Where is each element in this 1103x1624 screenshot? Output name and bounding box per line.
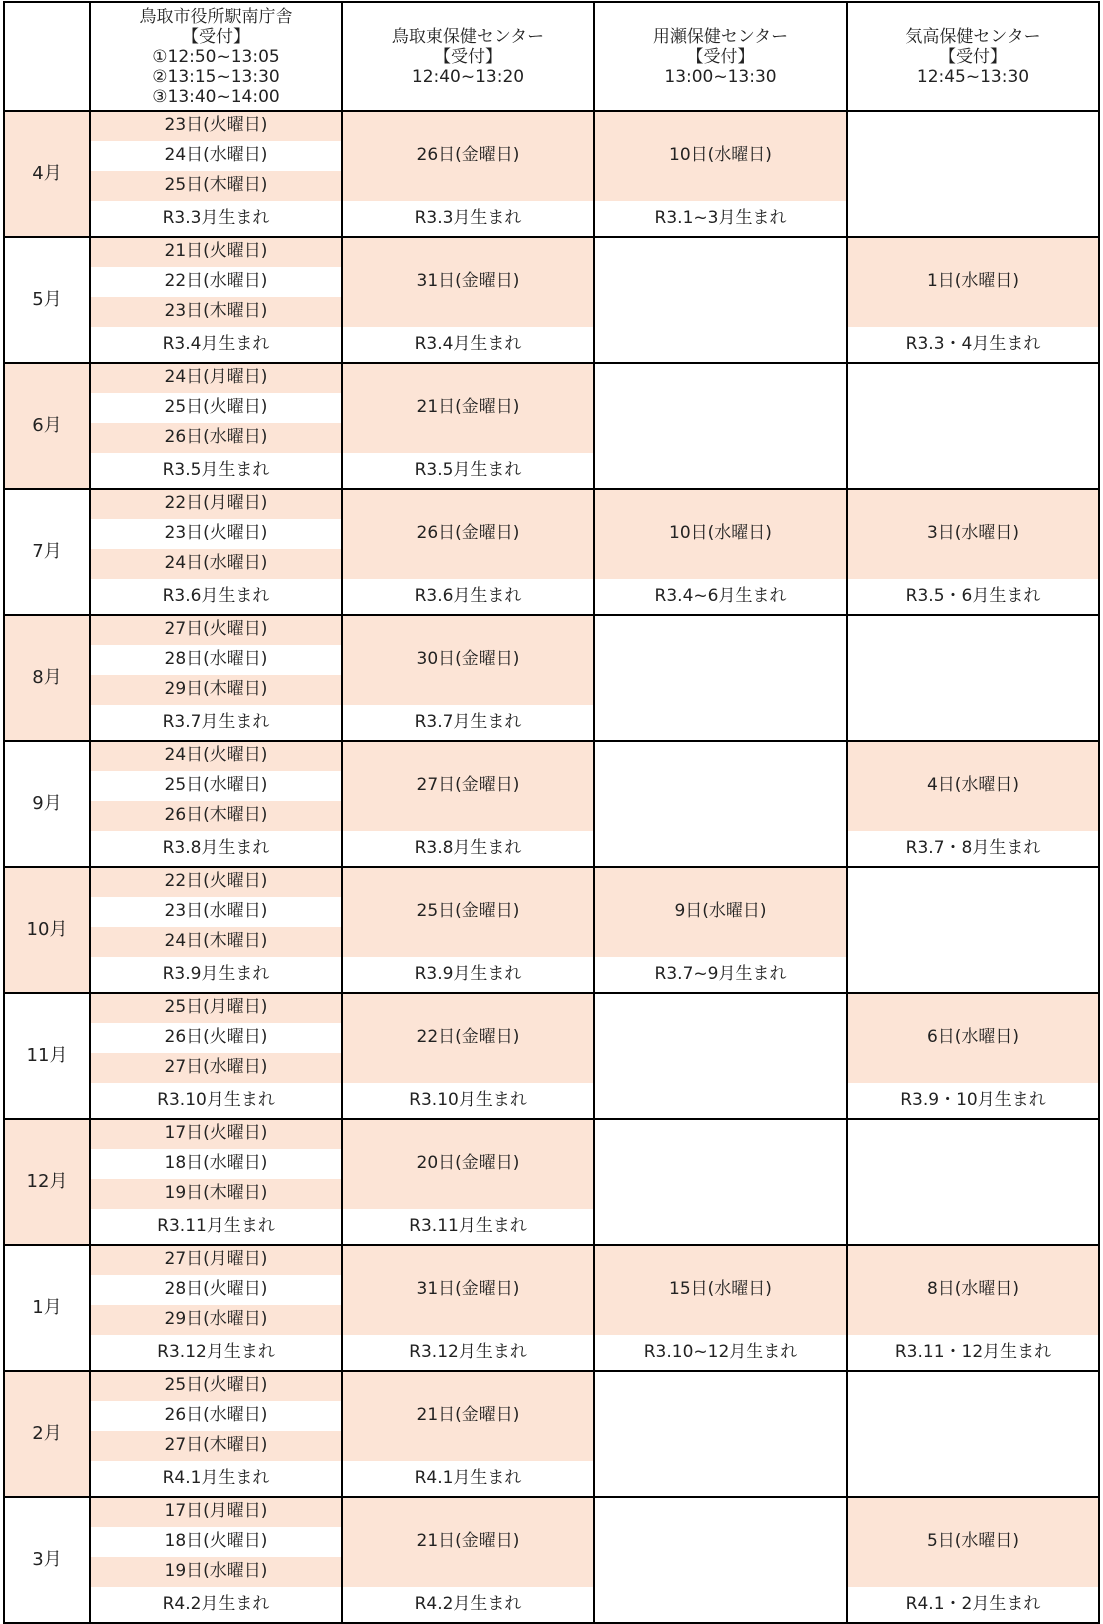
higashi-date-cell: 30日(金曜日): [342, 615, 594, 705]
ketaka-empty-cell: [847, 111, 1099, 237]
grid-line-horizontal: [3, 236, 1100, 238]
month-cell: 3月: [32, 1548, 62, 1570]
higashi-date-cell: 31日(金曜日): [342, 1245, 594, 1335]
station-day-cell: 26日(水曜日): [90, 423, 342, 453]
higashi-date-cell: 27日(金曜日): [342, 741, 594, 831]
higashi-date-cell: 22日(金曜日): [342, 993, 594, 1083]
station-day-cell: 19日(木曜日): [90, 1179, 342, 1209]
station-day-cell: 29日(水曜日): [90, 1305, 342, 1335]
header-ketaka-line: 12:45~13:30: [916, 66, 1030, 87]
month-cell: 9月: [32, 792, 62, 814]
station-day-cell: 26日(木曜日): [90, 801, 342, 831]
station-day-cell: 26日(水曜日): [164, 1405, 268, 1426]
station-birth-cell: R4.2月生まれ: [162, 1594, 270, 1615]
grid-line-horizontal: [3, 110, 1100, 112]
station-day-cell: 24日(木曜日): [90, 927, 342, 957]
month-cell: 12月: [4, 1119, 90, 1245]
grid-line-horizontal: [3, 614, 1100, 616]
station-day-cell: 25日(月曜日): [90, 993, 342, 1023]
station-day-cell: 27日(火曜日): [90, 615, 342, 645]
station-birth-cell: R3.9月生まれ: [162, 964, 270, 985]
mochigase-date-cell: 10日(水曜日): [594, 111, 847, 201]
ketaka-birth-cell: R3.7・8月生まれ: [905, 838, 1041, 859]
higashi-birth-cell: R4.1月生まれ: [414, 1468, 522, 1489]
grid-line-horizontal: [3, 1118, 1100, 1120]
station-day-cell: 17日(月曜日): [90, 1497, 342, 1527]
mochigase-birth-cell: R3.1~3月生まれ: [654, 208, 787, 229]
header-mochigase-line: 13:00~13:30: [664, 66, 777, 87]
ketaka-date-cell: 8日(水曜日): [847, 1245, 1099, 1335]
higashi-birth-cell: R3.8月生まれ: [414, 838, 522, 859]
header-tottori-higashi-line: 【受付】: [434, 46, 502, 67]
ketaka-empty-cell: [847, 363, 1099, 489]
station-birth-cell: R3.11月生まれ: [157, 1216, 275, 1237]
station-day-cell: 17日(火曜日): [90, 1119, 342, 1149]
grid-line-horizontal: [3, 866, 1100, 868]
station-day-cell: 23日(火曜日): [164, 523, 268, 544]
station-day-cell: 27日(水曜日): [90, 1053, 342, 1083]
mochigase-date-cell: 9日(水曜日): [594, 867, 847, 957]
ketaka-birth-cell: R3.11・12月生まれ: [894, 1342, 1052, 1363]
station-day-cell: 22日(月曜日): [90, 489, 342, 519]
station-day-cell: 24日(火曜日): [90, 741, 342, 771]
ketaka-birth-cell: R3.9・10月生まれ: [900, 1090, 1046, 1111]
grid-line-horizontal: [3, 1370, 1100, 1372]
grid-line-vertical: [3, 2, 5, 1623]
station-day-cell: 25日(木曜日): [90, 171, 342, 201]
station-day-cell: 26日(火曜日): [164, 1027, 268, 1048]
station-birth-cell: R3.4月生まれ: [162, 334, 270, 355]
mochigase-empty-cell: [594, 1371, 847, 1497]
grid-line-horizontal: [3, 740, 1100, 742]
station-birth-cell: R4.1月生まれ: [162, 1468, 270, 1489]
header-station-south-line: ③13:40~14:00: [152, 86, 280, 107]
header-ketaka-line: 気高保健センター: [905, 26, 1041, 47]
station-day-cell: 25日(火曜日): [90, 1371, 342, 1401]
station-day-cell: 25日(火曜日): [164, 397, 268, 418]
mochigase-date-cell: 10日(水曜日): [594, 489, 847, 579]
header-ketaka: [847, 2, 1099, 111]
mochigase-empty-cell: [594, 741, 847, 867]
higashi-date-cell: 26日(金曜日): [342, 111, 594, 201]
month-cell: 8月: [4, 615, 90, 741]
mochigase-birth-cell: R3.7~9月生まれ: [654, 964, 787, 985]
ketaka-birth-cell: R4.1・2月生まれ: [905, 1594, 1041, 1615]
ketaka-date-cell: 4日(水曜日): [847, 741, 1099, 831]
mochigase-birth-cell: R3.10~12月生まれ: [643, 1342, 798, 1363]
mochigase-empty-cell: [594, 363, 847, 489]
header-station-south: [90, 2, 342, 111]
header-station-south-line: 【受付】: [182, 26, 250, 47]
higashi-birth-cell: R3.10月生まれ: [409, 1090, 527, 1111]
header-tottori-higashi-line: 12:40~13:20: [411, 66, 525, 87]
month-cell: 6月: [4, 363, 90, 489]
grid-line-horizontal: [3, 488, 1100, 490]
ketaka-date-cell: 3日(水曜日): [847, 489, 1099, 579]
higashi-date-cell: 21日(金曜日): [342, 1497, 594, 1587]
station-day-cell: 18日(火曜日): [164, 1531, 268, 1552]
higashi-birth-cell: R3.7月生まれ: [414, 712, 522, 733]
higashi-birth-cell: R4.2月生まれ: [414, 1594, 522, 1615]
higashi-birth-cell: R3.9月生まれ: [414, 964, 522, 985]
header-station-south-line: ②13:15~13:30: [152, 66, 280, 87]
mochigase-empty-cell: [594, 993, 847, 1119]
grid-line-vertical: [89, 2, 91, 1623]
ketaka-date-cell: 5日(水曜日): [847, 1497, 1099, 1587]
mochigase-empty-cell: [594, 1119, 847, 1245]
station-birth-cell: R3.7月生まれ: [162, 712, 270, 733]
higashi-date-cell: 26日(金曜日): [342, 489, 594, 579]
station-birth-cell: R3.12月生まれ: [157, 1342, 275, 1363]
station-day-cell: 22日(火曜日): [90, 867, 342, 897]
header-station-south-line: ①12:50~13:05: [152, 46, 280, 67]
station-birth-cell: R3.5月生まれ: [162, 460, 270, 481]
station-day-cell: 23日(火曜日): [90, 111, 342, 141]
header-mochigase: [594, 2, 847, 111]
station-day-cell: 23日(木曜日): [90, 297, 342, 327]
ketaka-empty-cell: [847, 1119, 1099, 1245]
ketaka-empty-cell: [847, 867, 1099, 993]
ketaka-birth-cell: R3.5・6月生まれ: [905, 586, 1041, 607]
mochigase-date-cell: 15日(水曜日): [594, 1245, 847, 1335]
station-day-cell: 24日(水曜日): [164, 145, 268, 166]
ketaka-date-cell: 1日(水曜日): [847, 237, 1099, 327]
higashi-date-cell: 21日(金曜日): [342, 363, 594, 453]
station-day-cell: 24日(月曜日): [90, 363, 342, 393]
higashi-birth-cell: R3.4月生まれ: [414, 334, 522, 355]
station-birth-cell: R3.6月生まれ: [162, 586, 270, 607]
month-cell: 7月: [32, 540, 62, 562]
higashi-birth-cell: R3.11月生まれ: [409, 1216, 527, 1237]
higashi-birth-cell: R3.12月生まれ: [409, 1342, 527, 1363]
station-day-cell: 27日(月曜日): [90, 1245, 342, 1275]
header-blank: [4, 2, 90, 111]
higashi-birth-cell: R3.5月生まれ: [414, 460, 522, 481]
month-cell: 5月: [32, 288, 62, 310]
station-day-cell: 25日(水曜日): [164, 775, 268, 796]
month-cell: 1月: [32, 1296, 62, 1318]
month-cell: 2月: [4, 1371, 90, 1497]
mochigase-birth-cell: R3.4~6月生まれ: [654, 586, 787, 607]
station-day-cell: 18日(水曜日): [164, 1153, 268, 1174]
ketaka-empty-cell: [847, 1371, 1099, 1497]
header-mochigase-line: 用瀬保健センター: [652, 26, 789, 47]
header-station-south-line: 鳥取市役所駅南庁舎: [139, 6, 293, 27]
grid-line-horizontal: [3, 1496, 1100, 1498]
mochigase-empty-cell: [594, 615, 847, 741]
ketaka-birth-cell: R3.3・4月生まれ: [905, 334, 1041, 355]
station-day-cell: 24日(水曜日): [90, 549, 342, 579]
header-tottori-higashi: [342, 2, 594, 111]
station-day-cell: 21日(火曜日): [90, 237, 342, 267]
grid-line-horizontal: [3, 1, 1100, 3]
header-mochigase-line: 【受付】: [686, 46, 755, 67]
higashi-date-cell: 20日(金曜日): [342, 1119, 594, 1209]
month-cell: 11月: [26, 1044, 68, 1066]
month-cell: 4月: [4, 111, 90, 237]
station-birth-cell: R3.3月生まれ: [162, 208, 270, 229]
higashi-birth-cell: R3.3月生まれ: [414, 208, 522, 229]
higashi-birth-cell: R3.6月生まれ: [414, 586, 522, 607]
grid-line-horizontal: [3, 992, 1100, 994]
header-tottori-higashi-line: 鳥取東保健センター: [391, 26, 545, 47]
station-day-cell: 19日(水曜日): [90, 1557, 342, 1587]
grid-line-vertical: [1098, 2, 1100, 1623]
ketaka-empty-cell: [847, 615, 1099, 741]
station-day-cell: 28日(火曜日): [164, 1279, 268, 1300]
station-day-cell: 27日(木曜日): [90, 1431, 342, 1461]
higashi-date-cell: 21日(金曜日): [342, 1371, 594, 1461]
ketaka-date-cell: 6日(水曜日): [847, 993, 1099, 1083]
mochigase-empty-cell: [594, 1497, 847, 1623]
station-day-cell: 23日(水曜日): [164, 901, 268, 922]
grid-line-horizontal: [3, 362, 1100, 364]
grid-line-vertical: [846, 2, 848, 1623]
station-birth-cell: R3.8月生まれ: [162, 838, 270, 859]
station-birth-cell: R3.10月生まれ: [157, 1090, 275, 1111]
mochigase-empty-cell: [594, 237, 847, 363]
station-day-cell: 22日(水曜日): [164, 271, 268, 292]
station-day-cell: 28日(水曜日): [164, 649, 268, 670]
month-cell: 10月: [4, 867, 90, 993]
grid-line-vertical: [593, 2, 595, 1623]
higashi-date-cell: 31日(金曜日): [342, 237, 594, 327]
higashi-date-cell: 25日(金曜日): [342, 867, 594, 957]
grid-line-horizontal: [3, 1244, 1100, 1246]
station-day-cell: 29日(木曜日): [90, 675, 342, 705]
header-ketaka-line: 【受付】: [939, 46, 1007, 67]
grid-line-vertical: [341, 2, 343, 1623]
